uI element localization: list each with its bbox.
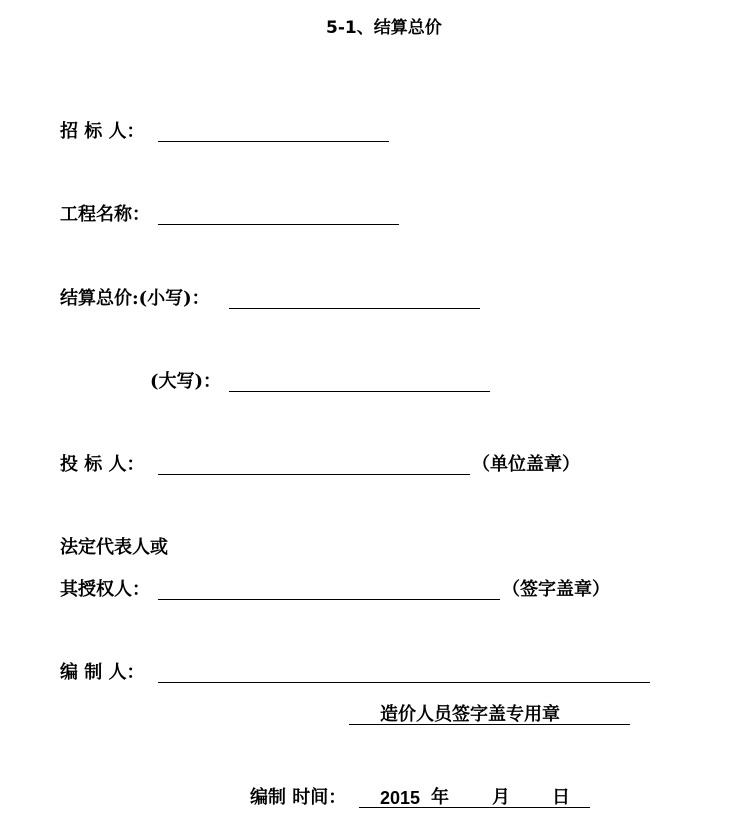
total-price-lower-label: 结算总价:(小写)：	[60, 288, 210, 309]
page-title: 5-1、结算总价	[326, 18, 442, 38]
project-name-field[interactable]	[158, 224, 399, 225]
project-name-label: 工程名称：	[60, 204, 150, 225]
bidder-label: 投 标 人：	[60, 454, 145, 475]
bidder-field[interactable]	[158, 474, 470, 475]
prepared-date-label: 编制 时间：	[250, 787, 347, 808]
day-unit: 日	[552, 787, 570, 808]
signature-seal-note: （签字盖章）	[502, 579, 610, 600]
year-unit: 年	[431, 787, 449, 808]
tenderer-field[interactable]	[158, 141, 389, 142]
prepared-year: 2015	[380, 788, 421, 808]
authorized-person-field[interactable]	[158, 599, 500, 600]
prepared-date-underline[interactable]	[359, 807, 590, 808]
authorized-person-label: 其授权人：	[60, 579, 150, 600]
cost-engineer-seal-underline	[349, 724, 630, 725]
bidder-seal-note: （单位盖章）	[472, 454, 580, 475]
preparer-label: 编 制 人：	[60, 662, 145, 683]
total-price-upper-field[interactable]	[229, 391, 490, 392]
tenderer-label: 招 标 人：	[60, 121, 145, 142]
preparer-field[interactable]	[158, 682, 650, 683]
legal-rep-label: 法定代表人或	[60, 537, 168, 558]
month-unit: 月	[492, 787, 510, 808]
total-price-lower-field[interactable]	[229, 308, 480, 309]
total-price-upper-label: (大写)：	[150, 371, 222, 392]
cost-engineer-seal-note: 造价人员签字盖专用章	[380, 704, 560, 725]
